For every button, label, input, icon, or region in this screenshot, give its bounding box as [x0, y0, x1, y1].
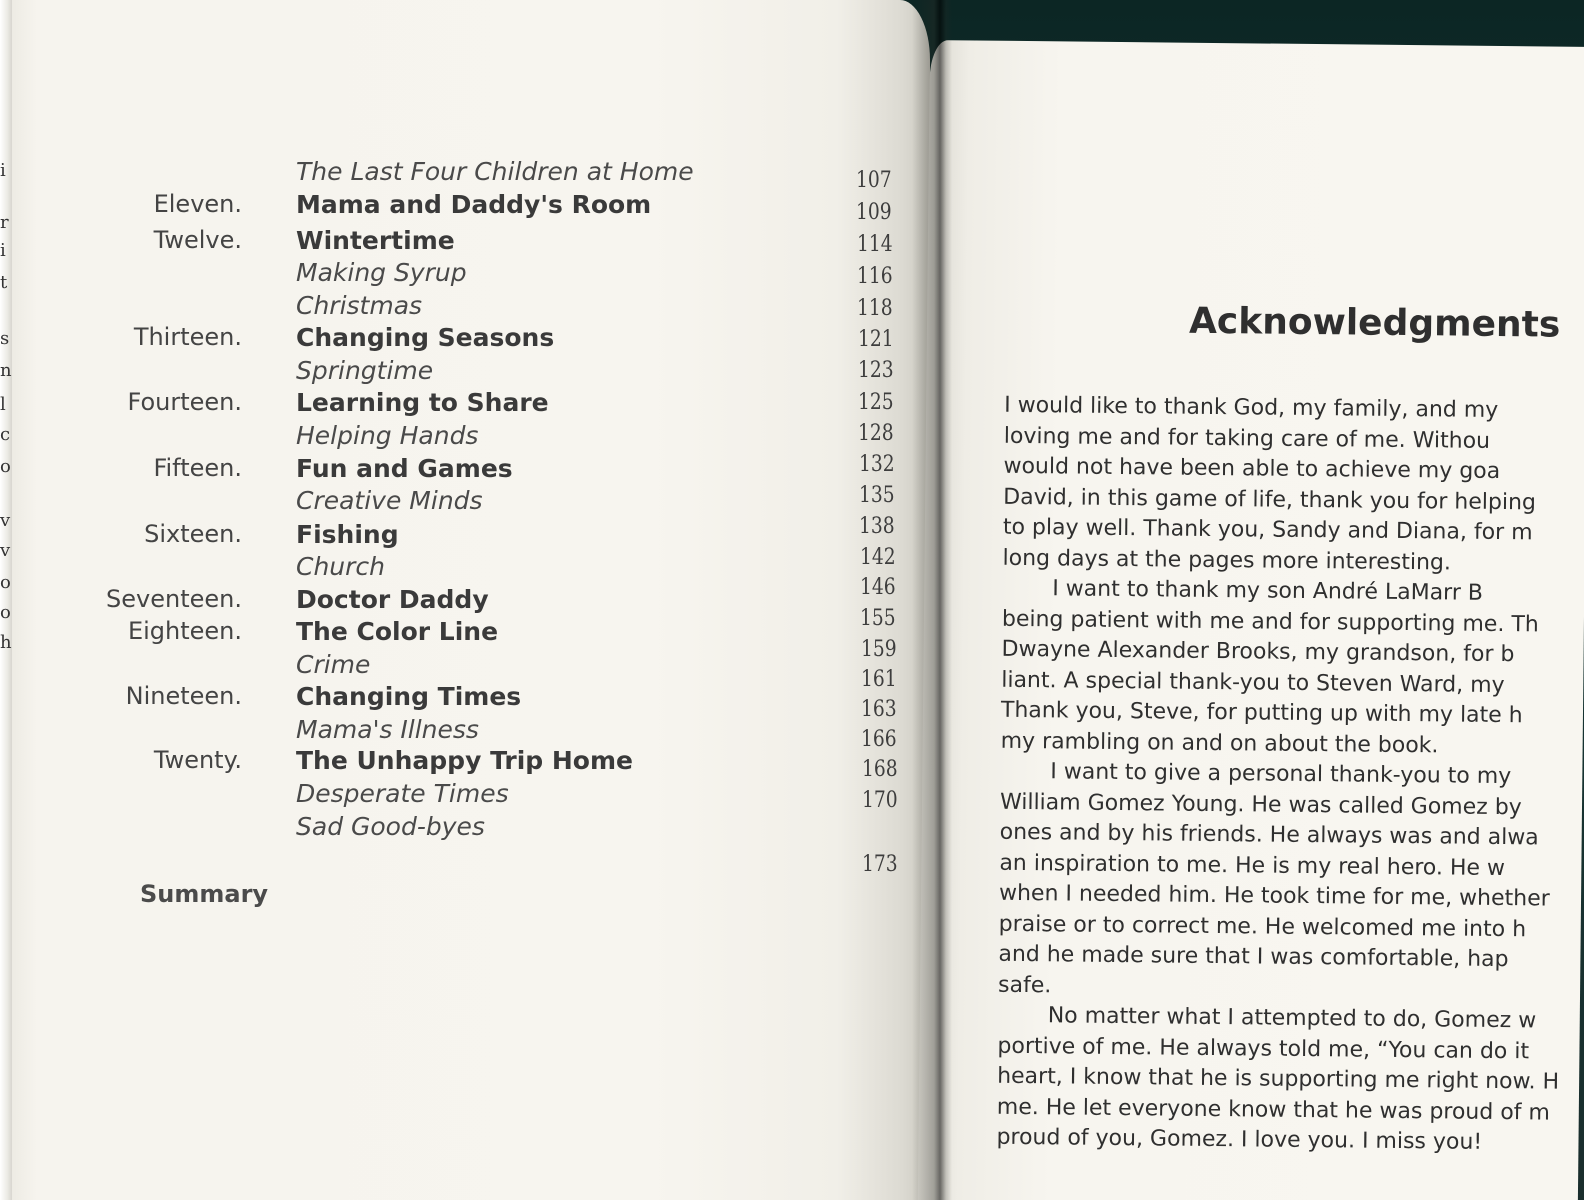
- page-title: Acknowledgments: [1188, 300, 1561, 346]
- body-line: me. He let everyone know that he was proud of m: [996, 1094, 1551, 1126]
- acknowledgments-body: [996, 391, 1584, 1160]
- page-number: 163: [861, 697, 897, 722]
- chapter-number: Twenty.: [153, 746, 242, 774]
- edge-character: o: [0, 572, 11, 593]
- page-number: 128: [858, 421, 895, 446]
- body-line: praise or to correct me. He welcomed me into h: [998, 911, 1527, 942]
- body-line: when I needed him. He took time for me, whether: [998, 880, 1550, 912]
- toc-entry: [0, 388, 900, 422]
- toc-entry: [0, 157, 900, 191]
- toc-entry: [0, 356, 900, 390]
- chapter-title: Fun and Games: [296, 454, 513, 483]
- edge-character: l: [0, 394, 6, 415]
- body-line: I want to give a personal thank-you to my: [1050, 759, 1512, 790]
- toc-entry: [0, 812, 900, 846]
- body-line: No matter what I attempted to do, Gomez w: [1047, 1003, 1537, 1034]
- body-line: heart, I know that he is supporting me right now. H: [997, 1063, 1560, 1095]
- chapter-number: Twelve.: [153, 226, 242, 254]
- chapter-title: Changing Seasons: [296, 323, 555, 352]
- body-line: William Gomez Young. He was called Gomez by: [999, 789, 1522, 820]
- body-line: Thank you, Steve, for putting up with my late h: [1000, 697, 1523, 729]
- page-number: 107: [856, 168, 892, 193]
- body-line: ones and by his friends. He always was and alwa: [999, 819, 1539, 851]
- body-line: I want to thank my son André LaMarr B: [1052, 576, 1484, 606]
- chapter-title: Learning to Share: [296, 388, 549, 417]
- section-title: Church: [296, 552, 386, 581]
- section-title: Helping Hands: [296, 421, 479, 450]
- edge-character: v: [0, 540, 11, 561]
- body-line: liant. A special thank-you to Steven Ward, my: [1001, 667, 1505, 698]
- summary-page-number: 173: [862, 852, 898, 877]
- page-number: 142: [859, 545, 896, 570]
- chapter-title: Doctor Daddy: [296, 585, 489, 614]
- body-line: long days at the pages more interesting.: [1002, 545, 1452, 575]
- page-number: 114: [856, 232, 893, 257]
- edge-character: s: [0, 328, 10, 349]
- edge-character: v: [0, 510, 11, 531]
- edge-character: n: [0, 360, 12, 381]
- chapter-number: Eighteen.: [127, 617, 242, 645]
- chapter-title: Changing Times: [296, 682, 522, 711]
- page-number: 138: [859, 514, 895, 539]
- chapter-title: The Unhappy Trip Home: [296, 746, 633, 775]
- toc-entry: [0, 486, 900, 520]
- section-title: Sad Good-byes: [296, 812, 485, 841]
- toc-entry: [0, 617, 900, 651]
- edge-character: r: [0, 212, 9, 233]
- toc-entry: [0, 454, 900, 488]
- body-line: proud of you, Gomez. I love you. I miss you!: [996, 1124, 1483, 1155]
- body-line: to play well. Thank you, Sandy and Diana, for m: [1002, 514, 1533, 546]
- chapter-number: Fourteen.: [127, 388, 242, 416]
- page-number: 109: [856, 200, 892, 225]
- page-number: 116: [856, 264, 893, 289]
- edge-character: t: [0, 272, 8, 293]
- toc-entry: [0, 552, 900, 586]
- chapter-title: The Color Line: [296, 617, 499, 646]
- page-number: 155: [860, 606, 896, 631]
- edge-character: i: [0, 160, 6, 181]
- edge-character: h: [0, 632, 12, 653]
- page-number: 123: [857, 358, 894, 383]
- body-line: I would like to thank God, my family, and my: [1004, 392, 1499, 423]
- chapter-title: Mama and Daddy's Room: [296, 190, 652, 219]
- body-line: portive of me. He always told me, “You can do it: [997, 1033, 1530, 1064]
- body-line: being patient with me and for supporting me. Th: [1001, 606, 1539, 637]
- edge-character: i: [0, 240, 6, 261]
- toc-entry: [0, 520, 900, 554]
- section-title: Springtime: [296, 356, 434, 385]
- edge-character: o: [0, 456, 11, 477]
- body-line: David, in this game of life, thank you for helping: [1003, 484, 1537, 515]
- chapter-title: Wintertime: [296, 226, 455, 255]
- toc-entry: [0, 650, 900, 684]
- toc-entry: [0, 226, 900, 260]
- page-number: 146: [859, 575, 896, 600]
- toc-entry: [0, 291, 900, 325]
- page-number: 159: [860, 637, 897, 662]
- section-title: Creative Minds: [296, 486, 483, 515]
- right-page: [918, 40, 1584, 1200]
- body-line: safe.: [997, 972, 1052, 998]
- toc-entry: [0, 421, 900, 455]
- page-number: 168: [861, 757, 898, 782]
- body-line: would not have been able to achieve my goa: [1003, 453, 1501, 484]
- edge-character: o: [0, 602, 11, 623]
- section-title: Mama's Illness: [296, 715, 479, 744]
- page-number: 161: [860, 667, 897, 692]
- toc-entry: [0, 682, 900, 716]
- toc-entry: [0, 323, 900, 357]
- toc-entry: [0, 779, 900, 813]
- page-number: 166: [861, 727, 898, 752]
- section-title: Crime: [296, 650, 371, 679]
- page-number: 170: [862, 788, 898, 813]
- chapter-number: Eleven.: [153, 190, 242, 218]
- chapter-number: Fifteen.: [153, 454, 242, 482]
- toc-entry: [0, 746, 900, 780]
- section-title: Desperate Times: [296, 779, 509, 808]
- page-number: 132: [858, 452, 895, 477]
- body-line: an inspiration to me. He is my real hero. He w: [999, 850, 1506, 881]
- body-line: my rambling on and on about the book.: [1000, 728, 1439, 758]
- page-number: 118: [857, 296, 893, 321]
- edge-character: c: [0, 424, 11, 445]
- toc-entry: [0, 258, 900, 292]
- chapter-number: Thirteen.: [133, 323, 242, 351]
- page-number: 121: [857, 327, 894, 352]
- body-line: Dwayne Alexander Brooks, my grandson, for b: [1001, 636, 1515, 668]
- body-line: loving me and for taking care of me. Withou: [1003, 423, 1491, 454]
- toc-entry: [0, 585, 900, 619]
- book-gutter: [912, 0, 952, 1200]
- summary-label: Summary: [140, 880, 269, 908]
- body-line: and he made sure that I was comfortable, hap: [998, 941, 1509, 973]
- chapter-number: Nineteen.: [125, 682, 242, 710]
- toc-entry: [0, 190, 900, 224]
- chapter-title: Fishing: [296, 520, 399, 549]
- page-number: 125: [858, 390, 894, 415]
- chapter-number: Seventeen.: [106, 585, 242, 613]
- toc-entry: [0, 715, 900, 749]
- page-number: 135: [859, 483, 895, 508]
- section-title: The Last Four Children at Home: [296, 157, 694, 186]
- section-title: Christmas: [296, 291, 423, 320]
- chapter-number: Sixteen.: [144, 520, 242, 548]
- section-title: Making Syrup: [296, 258, 467, 287]
